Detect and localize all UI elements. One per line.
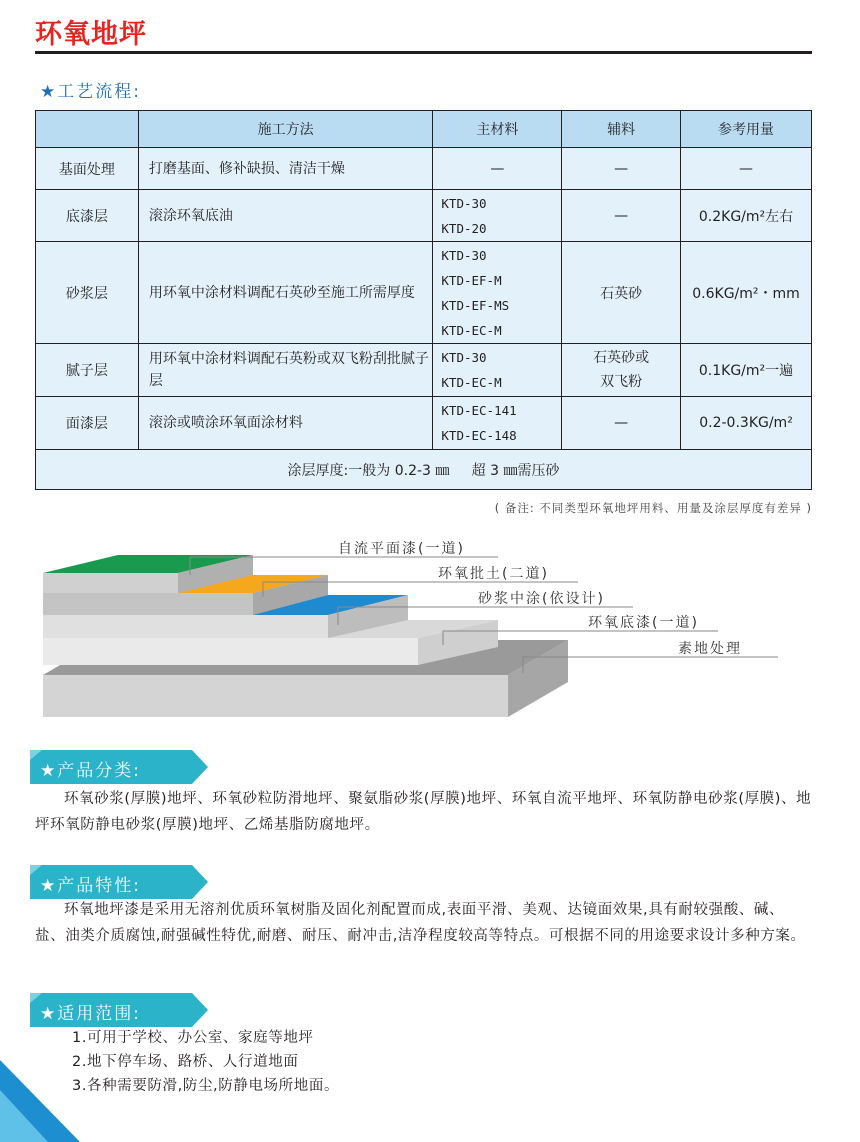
list-item: 1.可用于学校、办公室、家庭等地坪	[72, 1030, 314, 1046]
process-table	[35, 110, 812, 490]
method-cell: 打磨基面、修补缺损、清洁干燥	[138, 148, 433, 190]
diagram-label-mortar: 砂浆中涂(依设计)	[478, 591, 605, 607]
applications-band	[30, 993, 210, 1027]
layer-cell: 腻子层	[36, 344, 139, 397]
features-heading: ★产品特性:	[40, 876, 141, 896]
materials-cell: KTD-30 KTD-EF-M KTD-EF-MS KTD-EC-M	[433, 242, 562, 344]
layer-cell: 底漆层	[36, 190, 139, 242]
diagram-label-base: 素地处理	[678, 641, 742, 657]
table-row	[36, 190, 812, 242]
base-layer-front	[43, 675, 508, 717]
method-cell: 用环氧中涂材料调配石英粉或双飞粉刮批腻子层	[138, 344, 433, 397]
aux-cell: —	[562, 190, 681, 242]
header-cell	[36, 111, 139, 148]
usage-cell: 0.2-0.3KG/m²	[681, 397, 812, 450]
table-row	[36, 397, 812, 450]
list-item: 2.地下停车场、路桥、人行道地面	[72, 1054, 299, 1070]
materials-cell: KTD-EC-141 KTD-EC-148	[433, 397, 562, 450]
classification-band	[30, 750, 210, 784]
aux-cell: —	[562, 397, 681, 450]
usage-cell: 0.2KG/m²左右	[681, 190, 812, 242]
usage-cell: 0.6KG/m²・mm	[681, 242, 812, 344]
method-cell: 滚涂或喷涂环氧面涂材料	[138, 397, 433, 450]
table-row	[36, 242, 812, 344]
aux-cell: —	[562, 148, 681, 190]
header-cell: 施工方法	[138, 111, 433, 148]
aux-cell: 石英砂或 双飞粉	[562, 344, 681, 397]
usage-cell: —	[681, 148, 812, 190]
table-row	[36, 344, 812, 397]
applications-heading: ★适用范围:	[40, 1004, 141, 1024]
layer-diagram	[38, 535, 778, 735]
layer-cell: 基面处理	[36, 148, 139, 190]
materials-cell: —	[433, 148, 562, 190]
classification-text: 环氧砂浆(厚膜)地坪、环氧砂粒防滑地坪、聚氨脂砂浆(厚膜)地坪、环氧自流平地坪、环氧防静电砂浆(厚膜)、地坪环氧防静电砂浆(厚膜)地坪、乙烯基脂防腐地坪。	[35, 791, 812, 833]
features-band	[30, 865, 210, 899]
usage-cell: 0.1KG/m²一遍	[681, 344, 812, 397]
diagram-label-topcoat: 自流平面漆(一道)	[338, 541, 465, 557]
list-item: 3.各种需要防滑,防尘,防静电场所地面。	[72, 1078, 340, 1094]
header-cell: 参考用量	[681, 111, 812, 148]
thickness-note: 涂层厚度:一般为 0.2-3 ㎜ 超 3 ㎜需压砂	[36, 450, 812, 490]
table-row	[36, 148, 812, 190]
layer-cell: 面漆层	[36, 397, 139, 450]
header-cell: 主材料	[433, 111, 562, 148]
page-title: 环氧地坪	[35, 19, 147, 50]
classification-heading: ★产品分类:	[40, 761, 141, 781]
diagram-label-putty: 环氧批土(二道)	[438, 566, 549, 582]
materials-cell: KTD-30 KTD-20	[433, 190, 562, 242]
materials-cell: KTD-30 KTD-EC-M	[433, 344, 562, 397]
remark-note: ( 备注: 不同类型环氧地坪用料、用量及涂层厚度有差异 )	[494, 501, 812, 515]
topcoat-layer-front	[43, 573, 178, 593]
header-cell: 辅料	[562, 111, 681, 148]
mortar-layer-front	[43, 615, 328, 638]
method-cell: 用环氧中涂材料调配石英砂至施工所需厚度	[138, 242, 433, 344]
table-header-row	[36, 111, 812, 148]
corner-decoration	[0, 1060, 90, 1142]
method-cell: 滚涂环氧底油	[138, 190, 433, 242]
aux-cell: 石英砂	[562, 242, 681, 344]
features-text: 环氧地坪漆是采用无溶剂优质环氧树脂及固化剂配置而成,表面平滑、美观、达镜面效果,具有耐较强酸、碱、盐、油类介质腐蚀,耐强碱性特优,耐磨、耐压、耐冲击,洁净程度较高等特点。可根据不同的用途要求设计多种方案。	[35, 902, 806, 944]
primer-layer-front	[43, 638, 418, 665]
table-row	[36, 450, 812, 490]
layer-cell: 砂浆层	[36, 242, 139, 344]
title-divider	[35, 51, 812, 54]
putty-layer-front	[43, 593, 253, 615]
process-heading: ★工艺流程:	[40, 82, 141, 102]
applications-list	[72, 1026, 339, 1098]
diagram-label-primer: 环氧底漆(一道)	[588, 615, 699, 631]
